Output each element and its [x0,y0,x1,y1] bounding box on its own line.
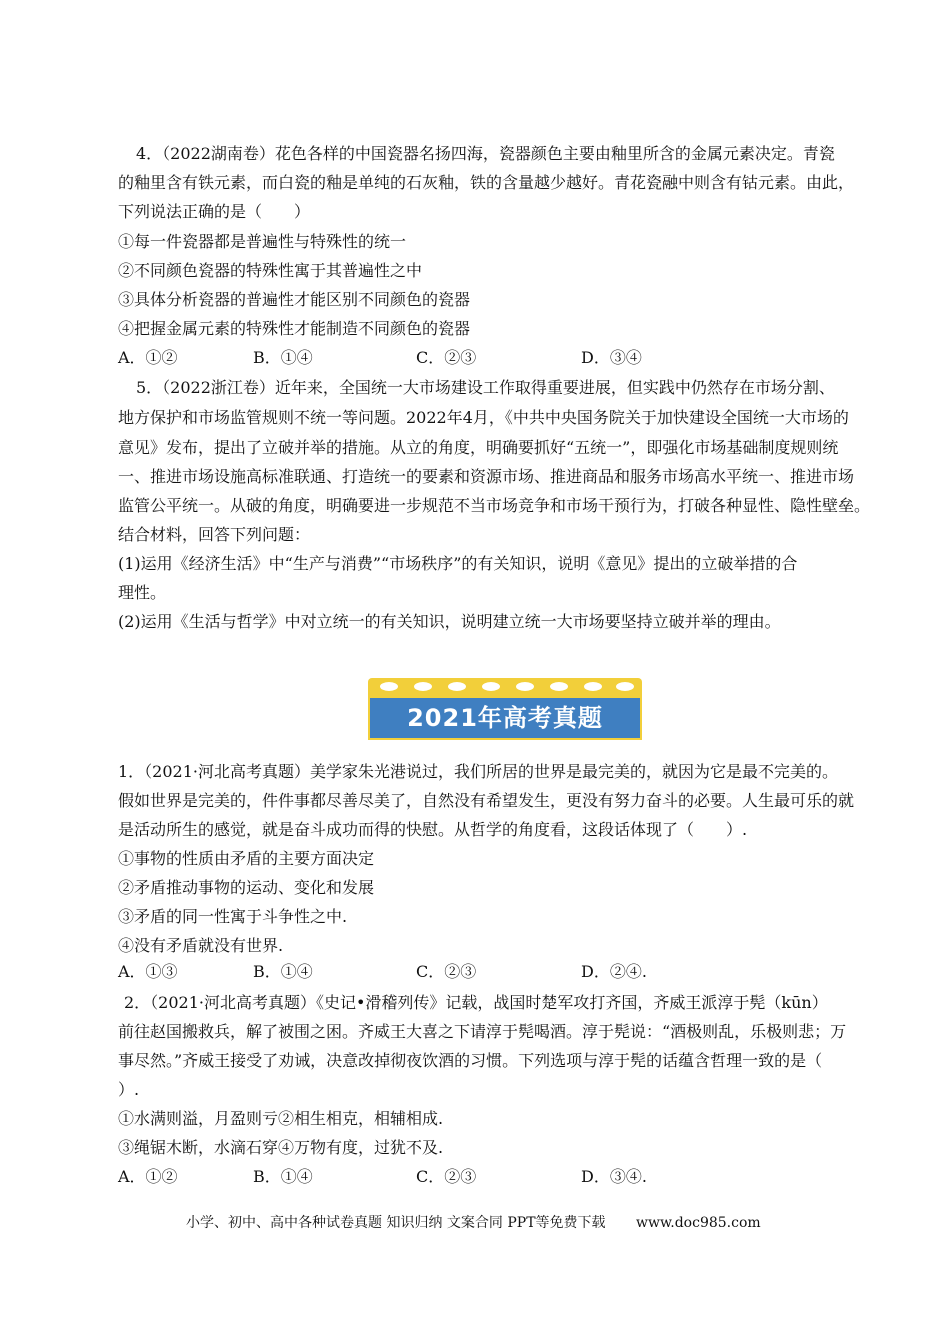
q5-prompt: 结合材料，回答下列问题： [118,525,311,544]
q1-stem-line-3: 是活动所生的感觉，就是奋斗成功而得的快慰。从哲学的角度看，这段话体现了（ ）. [118,820,748,839]
q4-statement-1: ①每一件瓷器都是普遍性与特殊性的统一 [118,232,407,251]
banner-dot [448,682,466,691]
q2-stem-line-1: 2．（2021·河北高考真题）《史记•滑稽列传》记载，战国时楚军攻打齐国，齐威王派淳于髡（kūn） [124,993,828,1012]
q1-stem-line-1: 1．（2021·河北高考真题）美学家朱光港说过，我们所居的世界是最完美的，就因为它是最不完美的。 [118,762,838,781]
footer-text: 小学、初中、高中各种试卷真题 知识归纳 文案合同 PPT等免费下载 [186,1215,606,1231]
q1-option-d: D．②④. [581,962,647,981]
q1-option-c: C．②③ [416,962,477,981]
banner-dot [584,682,602,691]
q5-stem-line-4: 一、推进市场设施高标准联通、打造统一的要素和资源市场、推进商品和服务市场高水平统一、推进市场 [118,467,855,486]
page-footer [186,1214,761,1232]
q4-option-a: A．①② [118,348,178,367]
q1-option-a: A．①③ [118,962,178,981]
q4-stem-line-3: 下列说法正确的是（ ） [118,202,311,221]
q1-option-b: B．①④ [253,962,313,981]
q2-option-d: D．③④. [581,1167,647,1186]
q5-stem-line-3: 意见》发布，提出了立破并举的措施。从立的角度，明确要抓好“五统一”，即强化市场基础制度规则统 [118,438,839,457]
q5-sub2: (2)运用《生活与哲学》中对立统一的有关知识，说明建立统一大市场要坚持立破并举的理由。 [118,612,781,631]
q1-statement-4: ④没有矛盾就没有世界. [118,936,284,955]
q5-sub1-line-1: (1)运用《经济生活》中“生产与消费”“市场秩序”的有关知识，说明《意见》提出的立破举措的合 [118,554,798,573]
q5-stem-line-2: 地方保护和市场监管规则不统一等问题。2022年4月，《中共中央国务院关于加快建设全国统一大市场的 [118,408,849,427]
q2-option-b: B．①④ [253,1167,313,1186]
banner-dot [380,682,398,691]
q2-statement-2: ③绳锯木断，水滴石穿④万物有度，过犹不及. [118,1138,444,1157]
q2-statement-1: ①水满则溢，月盈则亏②相生相克，相辅相成. [118,1109,444,1128]
q5-sub1-line-2: 理性。 [118,583,167,602]
banner-dot [616,682,634,691]
banner-body [368,696,642,740]
footer-url[interactable]: www.doc985.com [635,1215,761,1231]
q4-statement-4: ④把握金属元素的特殊性才能制造不同颜色的瓷器 [118,319,471,338]
q4-option-b: B．①④ [253,348,313,367]
q2-stem-line-2: 前往赵国搬救兵，解了被围之困。齐威王大喜之下请淳于髡喝酒。淳于髡说：“酒极则乱，乐极则悲；万 [118,1022,847,1041]
q2-stem-line-4: ）. [118,1080,140,1099]
q1-statement-3: ③矛盾的同一性寓于斗争性之中. [118,907,348,926]
q1-statement-1: ①事物的性质由矛盾的主要方面决定 [118,849,375,868]
banner-dot [516,682,534,691]
banner-dot [414,682,432,691]
q4-option-d: D．③④ [581,348,642,367]
q1-statement-2: ②矛盾推动事物的运动、变化和发展 [118,878,375,897]
banner-top-strip [368,678,642,696]
q5-stem-line-1: 5．（2022浙江卷）近年来，全国统一大市场建设工作取得重要进展，但实践中仍然存在市场分割、 [136,378,835,397]
q2-stem-line-3: 事尽然。”齐威王接受了劝诫，决意改掉彻夜饮酒的习惯。下列选项与淳于髡的话蕴含哲理一致的是（ [118,1051,823,1070]
q4-statement-2: ②不同颜色瓷器的特殊性寓于其普遍性之中 [118,261,423,280]
q2-option-a: A．①② [118,1167,178,1186]
q1-stem-line-2: 假如世界是完美的，件件事都尽善尽美了，自然没有希望发生，更没有努力奋斗的必要。人生最可乐的就 [118,791,855,810]
q5-stem-line-5: 监管公平统一。从破的角度，明确要进一步规范不当市场竞争和市场干预行为，打破各种显性、隐性壁垒。 [118,496,871,515]
banner-title: 2021年高考真题 [407,704,603,732]
q4-statement-3: ③具体分析瓷器的普遍性才能区别不同颜色的瓷器 [118,290,471,309]
q2-option-c: C．②③ [416,1167,477,1186]
banner-dot [550,682,568,691]
section-banner [368,678,642,740]
q4-option-c: C．②③ [416,348,477,367]
q4-stem-line-1: 4．（2022湖南卷）花色各样的中国瓷器名扬四海，瓷器颜色主要由釉里所含的金属元素决定。青瓷 [136,144,835,163]
banner-dot [482,682,500,691]
q4-stem-line-2: 的釉里含有铁元素，而白瓷的釉是单纯的石灰釉，铁的含量越少越好。青花瓷融中则含有钴元素。由此， [118,173,855,192]
